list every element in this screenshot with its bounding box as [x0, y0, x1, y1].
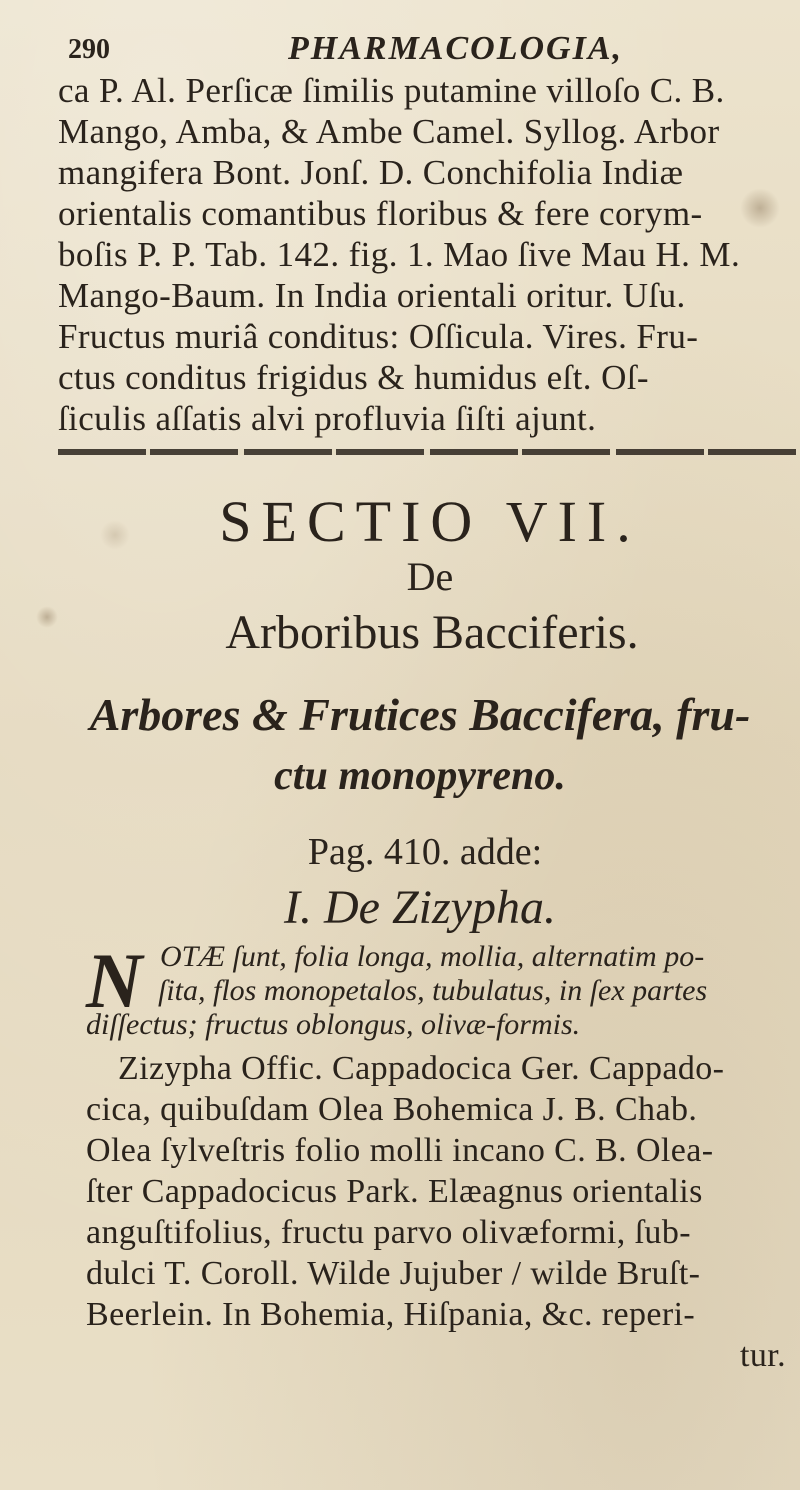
text-line: Zizypha Offic. Cappadocica Ger. Cappado-	[118, 1050, 725, 1087]
text-line: ſiculis aſſatis alvi profluvia ſiſti ajunt.	[58, 400, 597, 438]
paper-stain	[100, 520, 130, 550]
section-de: De	[406, 554, 454, 599]
note-line: ſita, flos monopetalos, tubulatus, in ſex partes	[158, 974, 708, 1007]
text-line: Fructus muriâ conditus: Oſſicula. Vires. Fru-	[58, 318, 699, 356]
ink-spot	[36, 606, 58, 628]
chapter-title-line-1: Arbores & Frutices Baccifera, fru-	[89, 689, 751, 740]
chapter-title-line-2: ctu monopyreno.	[274, 753, 566, 799]
section-divider-rule	[58, 449, 800, 455]
page-header	[62, 30, 800, 70]
text-line: cica, quibuſdam Olea Bohemica J. B. Chab.	[86, 1091, 698, 1128]
text-line: boſis P. P. Tab. 142. fig. 1. Mao ſive Mau H. M.	[58, 236, 741, 274]
ink-spot	[740, 188, 780, 228]
text-line: orientalis comantibus floribus & fere corym-	[58, 195, 703, 233]
text-line: Olea ſylveſtris folio molli incano C. B. Olea-	[86, 1132, 714, 1169]
text-line: Mango, Amba, & Ambe Camel. Syllog. Arbor	[58, 113, 720, 151]
page-number: 290	[68, 34, 110, 65]
drop-capital: N	[86, 937, 143, 1024]
text-line: anguſtifolius, fructu parvo olivæformi, ſub-	[86, 1214, 691, 1251]
text-line: dulci T. Coroll. Wilde Jujuber / wilde Bruſt-	[86, 1255, 701, 1292]
entry-subheading: I. De Zizypha.	[284, 881, 556, 934]
text-line: mangifera Bont. Jonſ. D. Conchifolia Indiæ	[58, 154, 684, 192]
section-subject: Arboribus Bacciferis.	[225, 606, 639, 659]
text-line: ſter Cappadocicus Park. Elæagnus orientalis	[86, 1173, 703, 1210]
note-line: OTÆ ſunt, folia longa, mollia, alternatim po-	[160, 940, 705, 973]
running-head: PHARMACOLOGIA,	[288, 30, 623, 67]
text-line: Beerlein. In Bohemia, Hiſpania, &c. reperi-	[86, 1296, 696, 1333]
note-line: diſſectus; fructus oblongus, olivæ-formis.	[86, 1008, 581, 1041]
text-line: ca P. Al. Perſicæ ſimilis putamine villoſo C. B.	[58, 72, 725, 110]
text-line: ctus conditus frigidus & humidus eſt. Oſ-	[58, 359, 649, 397]
text-line: Mango-Baum. In India orientali oritur. Uſu.	[58, 277, 686, 315]
text-line: tur.	[740, 1337, 786, 1374]
page-reference: Pag. 410. adde:	[307, 831, 543, 873]
section-heading: SECTIO VII.	[219, 489, 641, 554]
